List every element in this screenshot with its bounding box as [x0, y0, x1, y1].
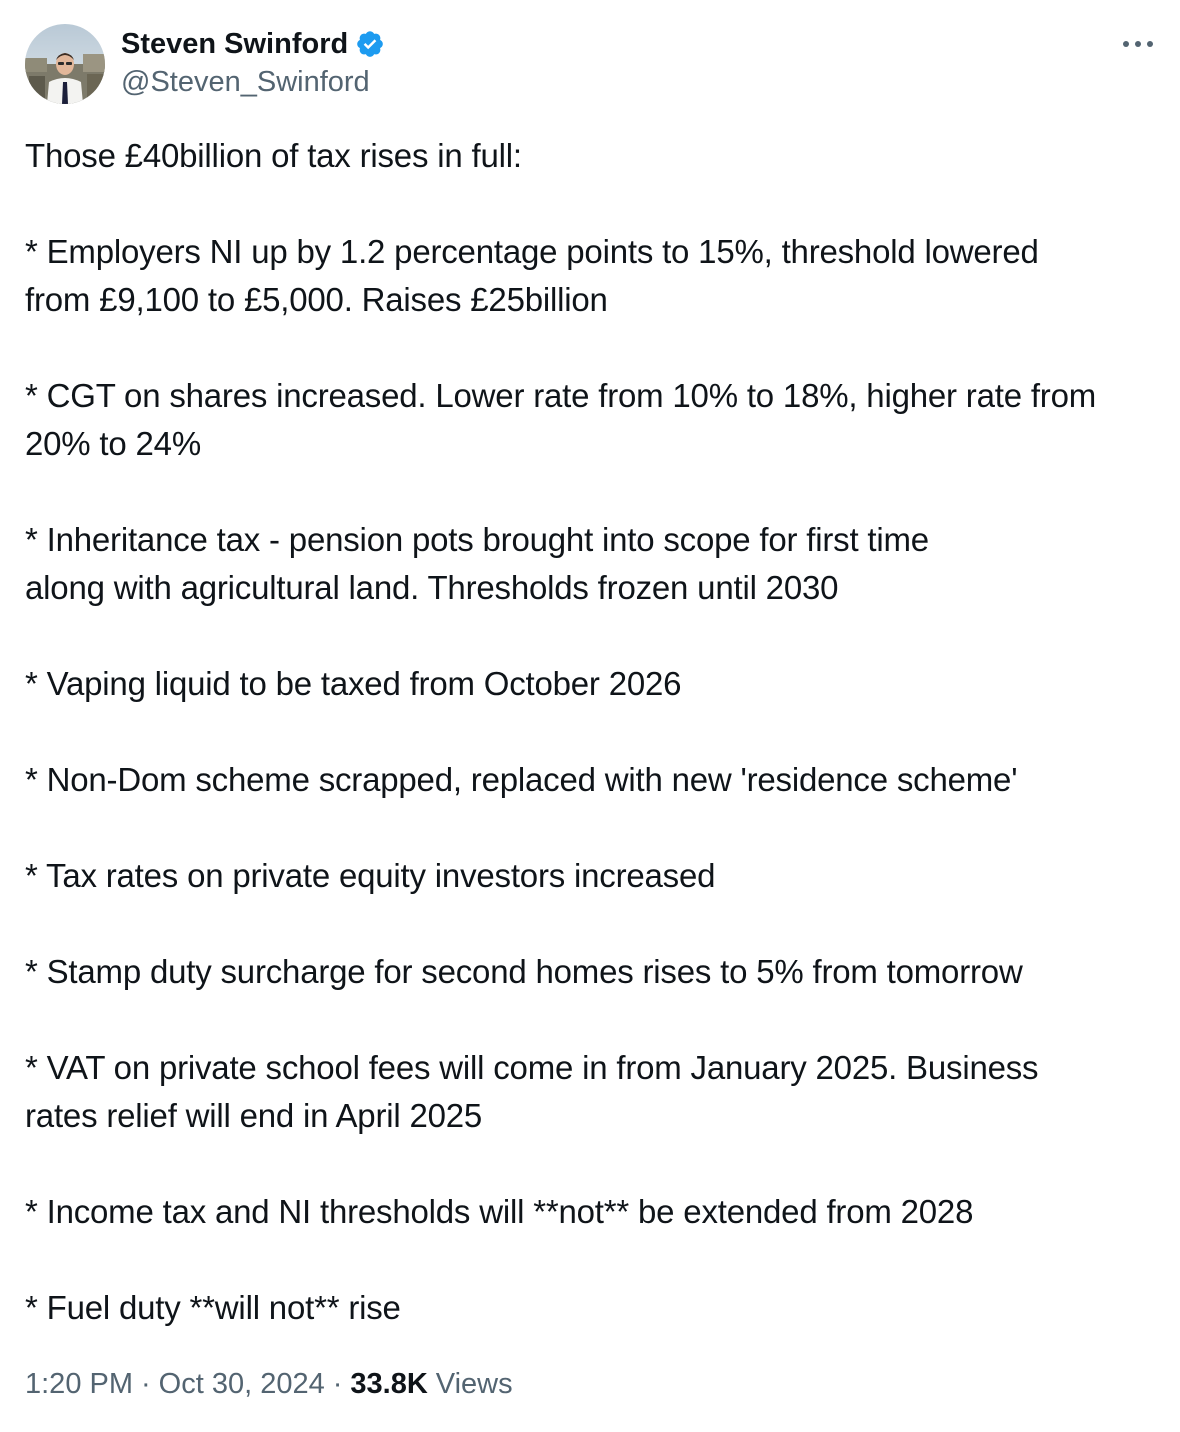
tweet-item	[25, 516, 1160, 612]
tweet-item-line: * Stamp duty surcharge for second homes rises to 5% from tomorrow	[25, 953, 1023, 990]
more-options-button[interactable]	[1118, 28, 1158, 60]
tweet-item	[25, 372, 1160, 468]
tweet-items	[25, 228, 1160, 1332]
tweet-item-line: * VAT on private school fees will come in from January 2025. Business	[25, 1049, 1039, 1086]
tweet-item	[25, 660, 1160, 708]
tweet-item-line: * Non-Dom scheme scrapped, replaced with new 'residence scheme'	[25, 761, 1018, 798]
avatar[interactable]	[25, 24, 105, 104]
tweet-time[interactable]: 1:20 PM	[25, 1367, 133, 1400]
tweet-item-line: along with agricultural land. Thresholds frozen until 2030	[25, 569, 839, 606]
tweet-item-line: from £9,100 to £5,000. Raises £25billion	[25, 281, 608, 318]
author-handle[interactable]: @Steven_Swinford	[121, 66, 370, 98]
tweet-item	[25, 1044, 1160, 1140]
tweet-item-line: rates relief will end in April 2025	[25, 1097, 483, 1134]
views-label: Views	[435, 1367, 513, 1400]
views-count: 33.8K	[350, 1367, 428, 1400]
tweet-item	[25, 852, 1160, 900]
tweet-item-line: * Income tax and NI thresholds will **not** be extended from 2028	[25, 1193, 974, 1230]
author-display-name[interactable]: Steven Swinford	[121, 27, 349, 60]
tweet-item	[25, 948, 1160, 996]
verified-badge-icon[interactable]	[355, 29, 385, 59]
tweet-item-line: * Fuel duty **will not** rise	[25, 1289, 401, 1326]
meta-separator: ·	[141, 1367, 151, 1400]
tweet-item	[25, 1188, 1160, 1236]
meta-separator: ·	[332, 1367, 343, 1400]
tweet-item	[25, 756, 1160, 804]
tweet-item-line: * CGT on shares increased. Lower rate from 10% to 18%, higher rate from	[25, 377, 1097, 414]
tweet-intro: Those £40billion of tax rises in full:	[25, 137, 522, 174]
author-name-row	[121, 24, 385, 64]
person-photo-icon	[25, 24, 105, 104]
tweet-item-line: * Tax rates on private equity investors increased	[25, 857, 716, 894]
tweet-item-line: * Inheritance tax - pension pots brought into scope for first time	[25, 521, 929, 558]
tweet-item	[25, 1284, 1160, 1332]
tweet-item-line: 20% to 24%	[25, 425, 201, 462]
tweet-item-line: * Employers NI up by 1.2 percentage points to 15%, threshold lowered	[25, 233, 1039, 270]
more-horizontal-icon	[1121, 39, 1155, 49]
tweet-meta	[25, 1362, 513, 1406]
tweet-item	[25, 228, 1160, 324]
tweet-date[interactable]: Oct 30, 2024	[158, 1367, 325, 1400]
tweet-item-line: * Vaping liquid to be taxed from October 2026	[25, 665, 682, 702]
tweet-text	[25, 132, 1160, 1332]
